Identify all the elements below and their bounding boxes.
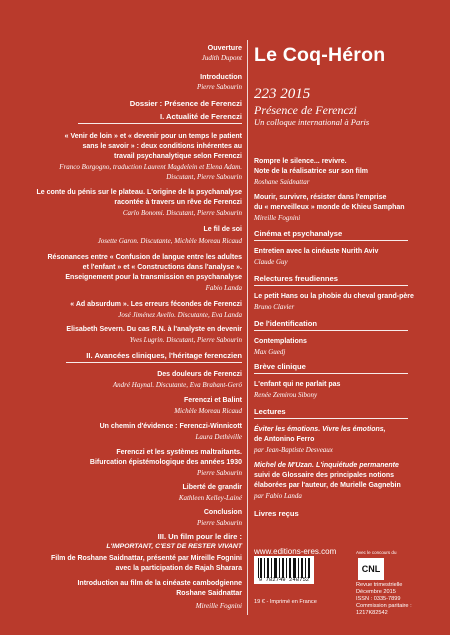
article-title: Note de la réalisatrice sur son film bbox=[254, 168, 368, 175]
article-title: Bifurcation épistémologique des années 1930 bbox=[89, 459, 242, 466]
divider bbox=[78, 123, 242, 124]
article-title: Contemplations bbox=[254, 338, 307, 345]
article-author: Max Guedj bbox=[254, 348, 286, 356]
film-title: L'IMPORTANT, C'EST DE RESTER VIVANT bbox=[106, 543, 242, 550]
article-title: Elisabeth Severn. Du cas R.N. à l'analyste en devenir bbox=[66, 326, 242, 333]
article-author: Fabio Landa bbox=[205, 284, 242, 292]
section-1-heading: I. Actualité de Ferenczi bbox=[159, 112, 242, 121]
article-author: André Haynal. Discutante, Eva Brabant-Gerö bbox=[112, 381, 242, 389]
publication-info: Commission paritaire : bbox=[356, 603, 412, 609]
barcode bbox=[254, 556, 314, 584]
toc-introduction-author: Pierre Sabourin bbox=[196, 83, 242, 91]
cnl-logo: CNL bbox=[358, 558, 384, 580]
article-title: « Ad absurdum ». Les erreurs fécondes de Ferenczi bbox=[70, 301, 242, 308]
article-author: Josette Garon. Discutante, Michèle Moreau Ricaud bbox=[97, 237, 242, 245]
book-title: suivi de Glossaire des principales notions bbox=[254, 472, 395, 479]
article-title: racontée à travers un rêve de Ferenczi bbox=[114, 199, 242, 206]
article-title: « Venir de loin » et « devenir pour un temps le patient bbox=[64, 133, 242, 140]
book-title: élaborées par l'auteur, de Murielle Gagnebin bbox=[254, 482, 401, 489]
article-title: du « merveilleux » monde de Khieu Samphan bbox=[254, 204, 405, 211]
article-title: Mourir, survivre, résister dans l'emprise bbox=[254, 194, 387, 201]
column-divider bbox=[247, 40, 248, 615]
section-cinema: Cinéma et psychanalyse bbox=[254, 229, 343, 238]
publication-info: Revue trimestrielle bbox=[356, 582, 403, 588]
issue-number: 223 2015 bbox=[254, 86, 311, 102]
article-author: Mireille Fognini bbox=[254, 214, 301, 222]
article-author: Pierre Sabourin bbox=[196, 469, 242, 477]
divider bbox=[254, 418, 408, 419]
article-title: Introduction au film de la cinéaste cambodgienne bbox=[77, 580, 242, 587]
article-author: Carlo Bonomi. Discutant, Pierre Sabourin bbox=[122, 209, 242, 217]
article-title: et l'enfant » et « Constructions dans l'analyse ». bbox=[82, 264, 242, 271]
issue-subtitle: Présence de Ferenczi bbox=[254, 103, 357, 117]
article-author: Renée Zemirou Sibony bbox=[254, 391, 318, 399]
price: 19 € - Imprimé en France bbox=[254, 599, 317, 605]
article-title: Roshane Saidnattar bbox=[176, 590, 242, 597]
divider bbox=[254, 373, 408, 374]
article-author: Michèle Moreau Ricaud bbox=[174, 407, 242, 415]
article-author: Bruno Clavier bbox=[254, 303, 295, 311]
section-2-heading: II. Avancées cliniques, l'héritage ferenczien bbox=[86, 351, 242, 360]
article-author: Pierre Sabourin bbox=[196, 519, 242, 527]
divider bbox=[254, 330, 408, 331]
article-title: Le fil de soi bbox=[203, 226, 242, 233]
review-author: par Jean-Baptiste Desveaux bbox=[254, 446, 333, 454]
article-title: Le petit Hans ou la phobie du cheval grand-père bbox=[254, 293, 414, 300]
article-author: Franco Borgogno, traduction Laurent Magdelein et Elena Adam. bbox=[59, 163, 242, 171]
article-title: Ferenczi et les systèmes maltraitants. bbox=[116, 449, 242, 456]
publication-info: Décembre 2015 bbox=[356, 589, 396, 595]
article-title: L'enfant qui ne parlait pas bbox=[254, 381, 341, 388]
book-title: Éviter les émotions. Vivre les émotions, bbox=[254, 426, 386, 433]
article-title: Des douleurs de Ferenczi bbox=[157, 371, 242, 378]
journal-logo: Le Coq-Héron bbox=[254, 44, 386, 66]
article-title: Ferenczi et Balint bbox=[184, 397, 242, 404]
article-title: Entretien avec la cinéaste Nurith Aviv bbox=[254, 248, 379, 255]
review-author: par Fabio Landa bbox=[254, 492, 302, 500]
article-author: Roshane Saidnattar bbox=[254, 178, 310, 186]
film-credit: Film de Roshane Saidnattar, présenté par Mireille Fognini bbox=[51, 555, 242, 562]
article-title: Conclusion bbox=[203, 509, 242, 516]
article-author: Laura Dethiville bbox=[195, 433, 242, 441]
book-title: de Antonino Ferro bbox=[254, 436, 315, 443]
section-3-heading: III. Un film pour le dire : bbox=[157, 532, 242, 541]
barcode-number: 9 782749 248752 bbox=[258, 576, 310, 583]
section-identification: De l'identification bbox=[254, 319, 317, 328]
publication-info: 1217K82542 bbox=[356, 610, 388, 616]
toc-introduction: Introduction bbox=[200, 72, 242, 81]
section-relectures: Relectures freudiennes bbox=[254, 274, 338, 283]
article-title: Rompre le silence... revivre. bbox=[254, 158, 347, 165]
article-title: Enseignement pour la transmission en psychanalyse bbox=[65, 274, 242, 281]
divider bbox=[254, 285, 408, 286]
article-title: Résonances entre « Confusion de langue entre les adultes bbox=[47, 254, 242, 261]
article-author: Kathleen Kelley-Lainé bbox=[178, 494, 242, 502]
dossier-heading: Dossier : Présence de Ferenczi bbox=[129, 99, 242, 108]
book-title: Michel de M'Uzan. L'inquiétude permanente bbox=[254, 462, 399, 469]
article-author: Yves Lugrin. Discutant, Pierre Sabourin bbox=[129, 336, 242, 344]
article-author: Mireille Fognini bbox=[195, 602, 242, 610]
issue-tagline: Un colloque international à Paris bbox=[254, 117, 370, 127]
article-author: Claude Guy bbox=[254, 258, 288, 266]
film-credit: avec la participation de Rajah Sharara bbox=[115, 565, 242, 572]
section-livres-recus: Livres reçus bbox=[254, 509, 299, 518]
article-author: José Jiménez Avello. Discutante, Eva Landa bbox=[118, 311, 242, 319]
article-author: Discutant, Pierre Sabourin bbox=[166, 173, 242, 181]
section-breve-clinique: Brève clinique bbox=[254, 362, 306, 371]
section-lectures: Lectures bbox=[254, 407, 286, 416]
article-title: travail psychanalytique selon Ferenczi bbox=[114, 153, 242, 160]
toc-ouverture: Ouverture bbox=[207, 43, 242, 52]
publisher-website[interactable]: www.editions-eres.com bbox=[254, 547, 337, 556]
article-title: Le conte du pénis sur le plateau. L'origine de la psychanalyse bbox=[36, 189, 242, 196]
article-title: Un chemin d'évidence : Ferenczi-Winnicott bbox=[99, 423, 242, 430]
divider bbox=[254, 240, 408, 241]
toc-ouverture-author: Judith Dupont bbox=[201, 54, 242, 62]
cnl-caption: Avec le concours du bbox=[356, 550, 397, 555]
article-title: Liberté de grandir bbox=[182, 484, 242, 491]
divider bbox=[66, 362, 242, 363]
article-title: sans le savoir » : deux conditions inhérentes au bbox=[82, 143, 242, 150]
publication-info: ISSN : 0335-7899 bbox=[356, 596, 401, 602]
